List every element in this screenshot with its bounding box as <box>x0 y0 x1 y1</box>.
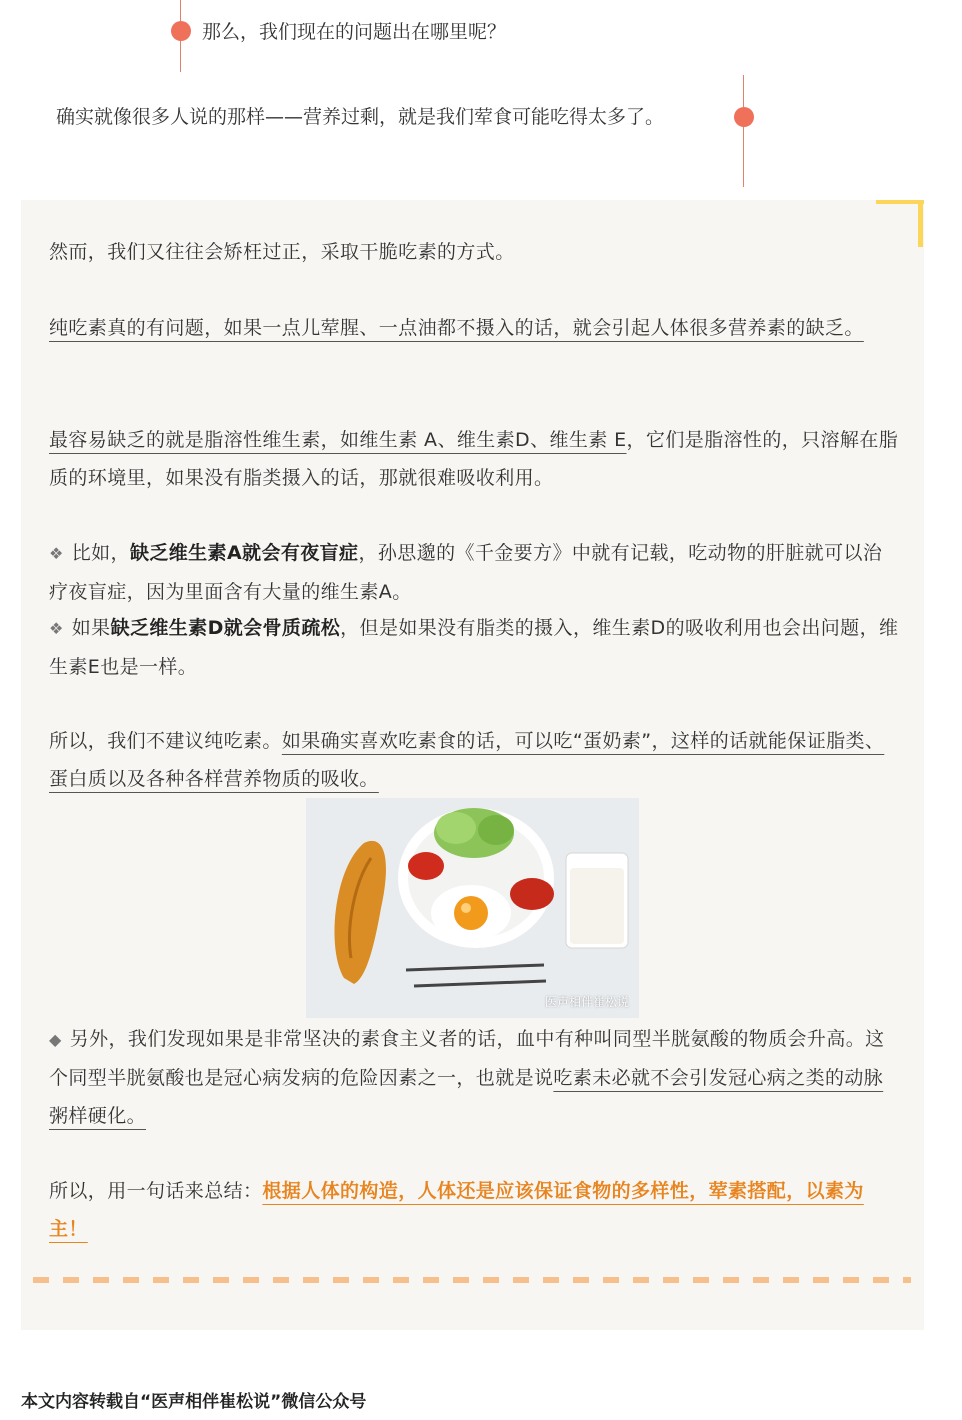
dialog-question: 那么，我们现在的问题出在哪里呢？ <box>202 21 507 43</box>
paragraph-6-plain: 另外，我们发现如果是非常坚决的素食主义者的话，血中有种叫同型半胱氨酸的物质会升高。这个同型半胱氨酸也是冠心病发病的危险因素之一，也就是说 <box>49 1028 885 1089</box>
item1-pre: 比如， <box>71 542 130 564</box>
diamond-bullet-icon: ❖ <box>49 544 64 563</box>
timeline-line-bottom <box>743 75 744 187</box>
dialog-answer: 确实就像很多人说的那样——营养过剩，就是我们荤食可能吃得太多了。 <box>56 106 665 128</box>
paragraph-6 <box>49 1020 899 1135</box>
paragraph-3-rest: ，它们是脂溶性的，只溶解在脂质的环境里，如果没有脂类摄入的话，那就很难吸收利用。 <box>49 429 899 489</box>
item1-bold: 缺乏维生素A就会有夜盲症 <box>129 542 359 564</box>
paragraph-1: 然而，我们又往往会矫枉过正，采取干脆吃素的方式。 <box>49 241 515 263</box>
paragraph-7-plain: 所以，用一句话来总结： <box>49 1180 263 1202</box>
list-item-vitamin-d <box>49 609 899 686</box>
item2-bold: 缺乏维生素D就会骨质疏松 <box>110 617 341 639</box>
image-watermark: 医声相伴崔松说 <box>544 995 629 1009</box>
item2-post: ，但是如果没有脂类的摄入，维生素D的吸收利用也会出问题，维生素E也是一样。 <box>49 617 899 678</box>
card-corner-accent <box>876 200 924 204</box>
item2-pre: 如果 <box>71 617 111 639</box>
paragraph-2-underlined: 纯吃素真的有问题，如果一点儿荤腥、一点油都不摄入的话，就会引起人体很多营养素的缺乏。 <box>49 317 864 339</box>
timeline-dot-top <box>171 21 191 41</box>
paragraph-3-underlined: 最容易缺乏的就是脂溶性维生素，如维生素 A、维生素D、维生素 E <box>49 429 627 451</box>
card-corner-accent-vertical <box>918 200 923 247</box>
diamond-bullet-icon: ❖ <box>49 619 64 638</box>
source-note: 本文内容转载自“医声相伴崔松说”微信公众号 <box>21 1392 367 1412</box>
paragraph-5-plain: 所以，我们不建议纯吃素。 <box>49 730 282 752</box>
dashed-divider <box>33 1277 911 1283</box>
paragraph-3 <box>49 421 899 497</box>
diamond-bullet-icon: ◆ <box>49 1030 62 1049</box>
item1-post: ，孙思邈的《千金要方》中就有记载，吃动物的肝脏就可以治疗夜盲症，因为里面含有大量的维生素A。 <box>49 542 883 603</box>
breakfast-illustration <box>306 798 639 1018</box>
summary-highlight: 根据人体的构造，人体还是应该保证食物的多样性，荤素搭配，以素为主！ <box>49 1180 864 1240</box>
timeline-dot-bottom <box>734 107 754 127</box>
list-item-vitamin-a <box>49 534 899 611</box>
paragraph-6-underlined: 吃素未必就不会引发冠心病之类的动脉粥样硬化。 <box>49 1067 884 1127</box>
paragraph-7 <box>49 1172 899 1248</box>
paragraph-2 <box>49 309 899 347</box>
breakfast-photo <box>306 798 639 1018</box>
paragraph-5 <box>49 722 899 798</box>
paragraph-5-underlined: 如果确实喜欢吃素食的话，可以吃“蛋奶素”，这样的话就能保证脂类、蛋白质以及各种各样营养物质的吸收。 <box>49 730 885 790</box>
